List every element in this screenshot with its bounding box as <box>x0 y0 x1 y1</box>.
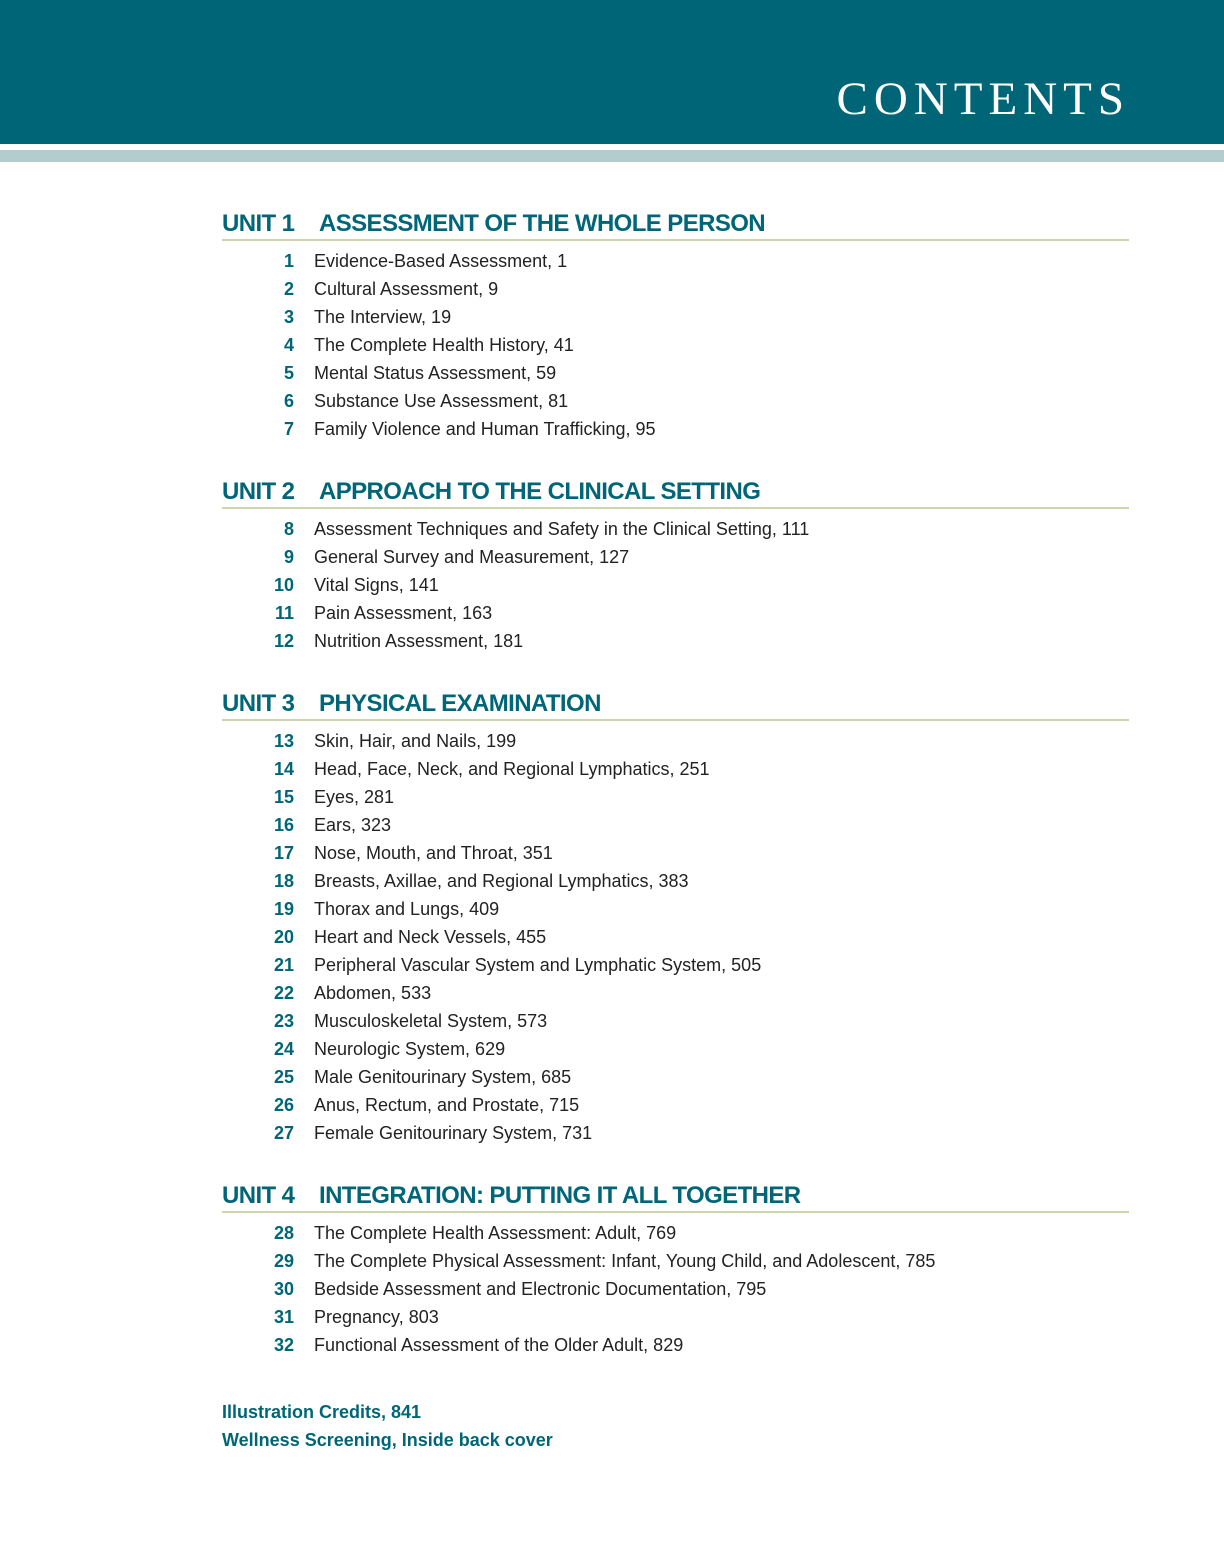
chapter-entry[interactable] <box>222 871 1129 899</box>
chapter-title: Peripheral Vascular System and Lymphatic System, 505 <box>314 955 762 975</box>
chapter-title: Bedside Assessment and Electronic Documentation, 795 <box>314 1279 767 1299</box>
chapter-number: 25 <box>273 1067 294 1087</box>
chapter-entry[interactable] <box>222 251 1129 279</box>
chapter-list <box>222 519 1129 659</box>
chapter-entry[interactable] <box>222 335 1129 363</box>
chapter-entry[interactable] <box>222 1039 1129 1067</box>
chapter-list <box>222 251 1129 447</box>
chapter-number: 31 <box>273 1307 294 1327</box>
chapter-number: 14 <box>273 759 294 779</box>
chapter-number: 28 <box>273 1223 294 1243</box>
chapter-number: 18 <box>273 871 294 891</box>
chapter-number: 6 <box>283 391 294 411</box>
chapter-title: General Survey and Measurement, 127 <box>314 547 630 567</box>
unit-title: PHYSICAL EXAMINATION <box>319 690 601 717</box>
chapter-number: 30 <box>273 1279 294 1299</box>
chapter-entry[interactable] <box>222 983 1129 1011</box>
chapter-title: Vital Signs, 141 <box>314 575 439 595</box>
chapter-entry[interactable] <box>222 927 1129 955</box>
chapter-title: Mental Status Assessment, 59 <box>314 363 557 383</box>
chapter-title: Substance Use Assessment, 81 <box>314 391 569 411</box>
chapter-title: Male Genitourinary System, 685 <box>314 1067 572 1087</box>
unit-title: INTEGRATION: PUTTING IT ALL TOGETHER <box>319 1182 801 1209</box>
chapter-entry[interactable] <box>222 1335 1129 1363</box>
chapter-number: 8 <box>283 519 294 539</box>
chapter-number: 32 <box>273 1335 294 1355</box>
unit-label: UNIT 4 <box>222 1182 295 1209</box>
unit-heading[interactable] <box>222 478 1129 509</box>
unit-section <box>222 210 1129 447</box>
chapter-title: Heart and Neck Vessels, 455 <box>314 927 547 947</box>
chapter-number: 23 <box>273 1011 294 1031</box>
chapter-entry[interactable] <box>222 547 1129 575</box>
chapter-number: 21 <box>273 955 294 975</box>
chapter-entry[interactable] <box>222 1067 1129 1095</box>
unit-section <box>222 478 1129 659</box>
chapter-title: Anus, Rectum, and Prostate, 715 <box>314 1095 580 1115</box>
backmatter-entry[interactable]: Illustration Credits, 841 <box>222 1402 422 1422</box>
chapter-title: Eyes, 281 <box>314 787 395 807</box>
chapter-title: Thorax and Lungs, 409 <box>314 899 500 919</box>
chapter-number: 2 <box>283 279 294 299</box>
chapter-list <box>222 1223 1129 1363</box>
chapter-number: 17 <box>273 843 294 863</box>
chapter-number: 19 <box>273 899 294 919</box>
chapter-number: 11 <box>274 603 294 623</box>
page-title: CONTENTS <box>836 73 1130 125</box>
chapter-entry[interactable] <box>222 575 1129 603</box>
chapter-number: 26 <box>273 1095 294 1115</box>
chapter-number: 10 <box>273 575 294 595</box>
unit-label: UNIT 1 <box>222 210 295 237</box>
chapter-title: Pain Assessment, 163 <box>314 603 493 623</box>
chapter-entry[interactable] <box>222 1223 1129 1251</box>
chapter-entry[interactable] <box>222 1123 1129 1151</box>
chapter-entry[interactable] <box>222 759 1129 787</box>
chapter-entry[interactable] <box>222 731 1129 759</box>
chapter-title: Neurologic System, 629 <box>314 1039 506 1059</box>
chapter-entry[interactable] <box>222 363 1129 391</box>
chapter-title: Pregnancy, 803 <box>314 1307 439 1327</box>
chapter-entry[interactable] <box>222 815 1129 843</box>
chapter-list <box>222 731 1129 1151</box>
chapter-entry[interactable] <box>222 307 1129 335</box>
chapter-entry[interactable] <box>222 519 1129 547</box>
unit-section <box>222 1182 1129 1363</box>
chapter-entry[interactable] <box>222 1251 1129 1279</box>
chapter-title: Assessment Techniques and Safety in the Clinical Setting, 111 <box>314 519 810 539</box>
chapter-title: Abdomen, 533 <box>314 983 432 1003</box>
chapter-entry[interactable] <box>222 899 1129 927</box>
table-of-contents <box>222 210 1129 1394</box>
unit-title: ASSESSMENT OF THE WHOLE PERSON <box>319 210 766 237</box>
chapter-number: 4 <box>283 335 294 355</box>
chapter-title: Nose, Mouth, and Throat, 351 <box>314 843 553 863</box>
chapter-number: 15 <box>273 787 294 807</box>
chapter-title: Evidence-Based Assessment, 1 <box>314 251 568 271</box>
chapter-entry[interactable] <box>222 391 1129 419</box>
chapter-title: Functional Assessment of the Older Adult, 829 <box>314 1335 684 1355</box>
chapter-title: Female Genitourinary System, 731 <box>314 1123 593 1143</box>
chapter-number: 5 <box>283 363 294 383</box>
chapter-number: 3 <box>283 307 294 327</box>
chapter-number: 9 <box>283 547 294 567</box>
chapter-entry[interactable] <box>222 955 1129 983</box>
chapter-entry[interactable] <box>222 1307 1129 1335</box>
chapter-title: Cultural Assessment, 9 <box>314 279 499 299</box>
chapter-number: 27 <box>273 1123 294 1143</box>
chapter-title: Ears, 323 <box>314 815 392 835</box>
chapter-number: 20 <box>273 927 294 947</box>
chapter-number: 7 <box>283 419 294 439</box>
unit-heading[interactable] <box>222 1182 1129 1213</box>
chapter-number: 24 <box>273 1039 294 1059</box>
chapter-number: 22 <box>273 983 294 1003</box>
chapter-number: 13 <box>273 731 294 751</box>
chapter-title: Musculoskeletal System, 573 <box>314 1011 548 1031</box>
chapter-title: Nutrition Assessment, 181 <box>314 631 524 651</box>
chapter-title: Family Violence and Human Trafficking, 95 <box>314 419 656 439</box>
chapter-title: The Complete Physical Assessment: Infant, Young Child, and Adolescent, 785 <box>314 1251 936 1271</box>
chapter-entry[interactable] <box>222 419 1129 447</box>
chapter-entry[interactable] <box>222 1279 1129 1307</box>
unit-label: UNIT 3 <box>222 690 295 717</box>
chapter-entry[interactable] <box>222 603 1129 631</box>
chapter-entry[interactable] <box>222 1095 1129 1123</box>
chapter-number: 29 <box>273 1251 294 1271</box>
chapter-title: Breasts, Axillae, and Regional Lymphatics, 383 <box>314 871 689 891</box>
chapter-title: The Complete Health History, 41 <box>314 335 574 355</box>
header-band <box>0 0 1224 144</box>
chapter-number: 16 <box>273 815 294 835</box>
chapter-number: 1 <box>283 251 294 271</box>
backmatter-entry[interactable]: Wellness Screening, Inside back cover <box>222 1430 553 1450</box>
unit-title: APPROACH TO THE CLINICAL SETTING <box>319 478 761 505</box>
chapter-entry[interactable] <box>222 1011 1129 1039</box>
header-stripe <box>0 150 1224 162</box>
unit-heading[interactable] <box>222 210 1129 241</box>
chapter-title: Head, Face, Neck, and Regional Lymphatics, 251 <box>314 759 710 779</box>
chapter-title: The Interview, 19 <box>314 307 452 327</box>
chapter-title: Skin, Hair, and Nails, 199 <box>314 731 517 751</box>
unit-section <box>222 690 1129 1151</box>
chapter-entry[interactable] <box>222 279 1129 307</box>
chapter-entry[interactable] <box>222 843 1129 871</box>
chapter-number: 12 <box>273 631 294 651</box>
unit-label: UNIT 2 <box>222 478 295 505</box>
chapter-entry[interactable] <box>222 631 1129 659</box>
chapter-title: The Complete Health Assessment: Adult, 769 <box>314 1223 677 1243</box>
chapter-entry[interactable] <box>222 787 1129 815</box>
backmatter-list <box>222 1400 553 1456</box>
unit-heading[interactable] <box>222 690 1129 721</box>
